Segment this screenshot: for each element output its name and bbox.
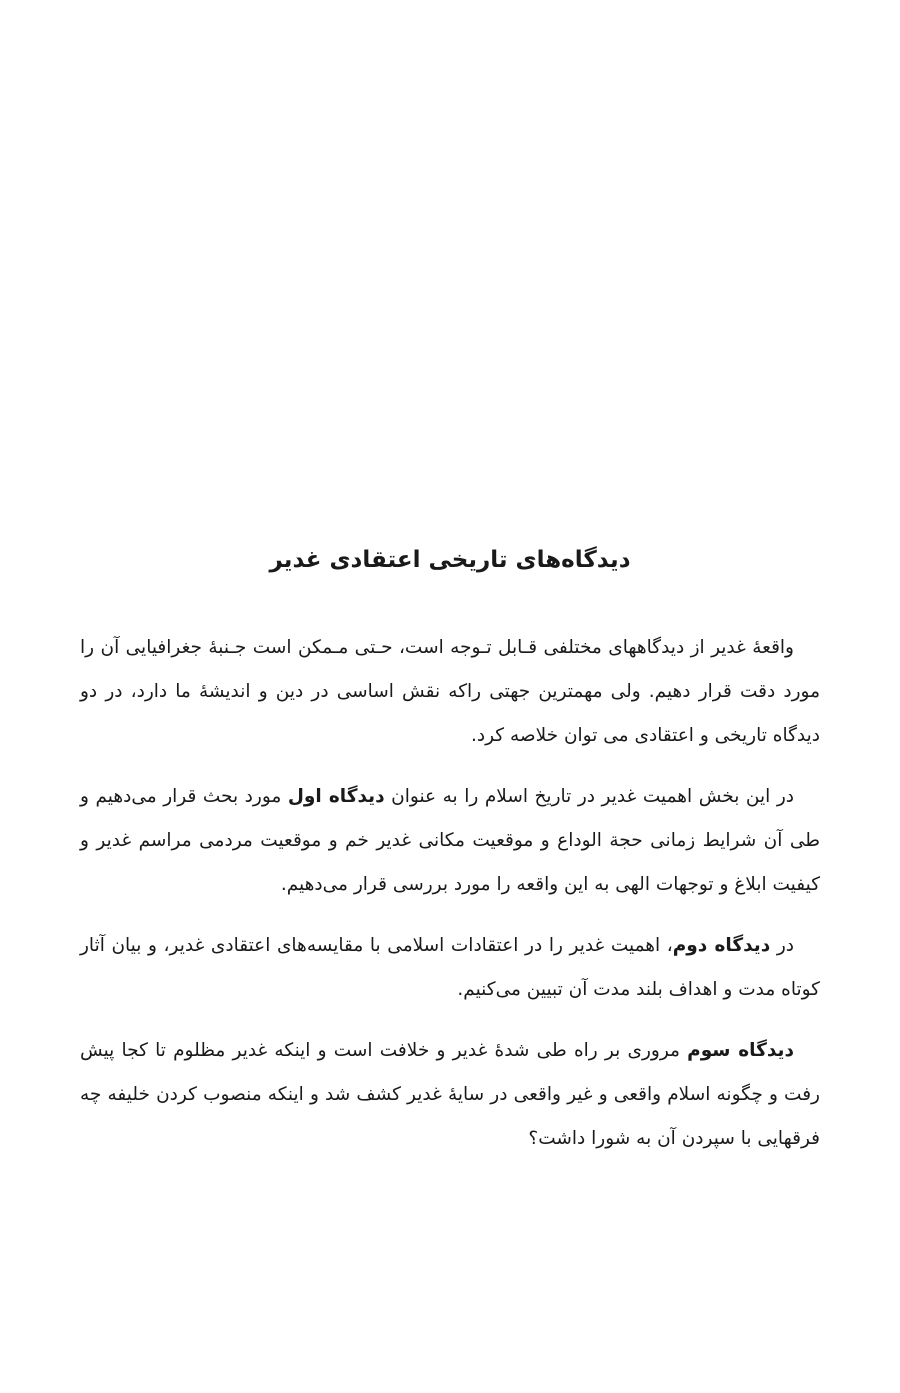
first-viewpoint-term: دیدگاه اول <box>287 786 385 807</box>
paragraph-second-viewpoint-after: ، اهمیت غدیر را در اعتقادات اسلامی با مقایسه‌های اعتقادی غدیر، و بیان آثار کوتاه مدت و اهداف بلند مدت آن تبیین می‌کنیم. <box>80 935 820 1000</box>
paragraph-intro <box>80 626 820 758</box>
third-viewpoint-term: دیدگاه سوم <box>687 1040 794 1061</box>
document-page <box>80 538 820 1178</box>
second-viewpoint-term: دیدگاه دوم <box>672 935 771 956</box>
paragraph-third-viewpoint-after: مروری بر راه طی شدهٔ غدیر و خلافت است و اینکه غدیر مظلوم تا کجا پیش رفت و چگونه اسلام واقعی و غیر واقعی در سایهٔ غدیر کشف شد و اینکه منصوب کردن خلیفه چه فرقهایی با سپردن آن به شورا داشت؟ <box>80 1040 820 1149</box>
paragraph-first-viewpoint-after: مورد بحث قرار می‌دهیم و طی آن شرایط زمانی حجة الوداع و موقعیت مکانی غدیر خم و موقعیت مردمی مراسم غدیر و کیفیت ابلاغ و توجهات الهی به این واقعه را مورد بررسی قرار می‌دهیم. <box>80 786 820 895</box>
paragraph-second-viewpoint <box>80 924 820 1012</box>
paragraph-second-viewpoint-before: در <box>770 935 794 956</box>
paragraph-third-viewpoint <box>80 1029 820 1161</box>
paragraph-first-viewpoint <box>80 775 820 907</box>
page-title: دیدگاه‌های تاریخی اعتقادی غدیر <box>269 547 631 573</box>
paragraph-intro-text: واقعهٔ غدیر از دیدگاههای مختلفی قـابل تـوجه است، حـتی مـمکن است جـنبهٔ جغرافیایی آن را مورد دقت قرار دهیم. ولی مهمترین جهتی راکه نقش اساسی در دین و اندیشهٔ ما دارد، در دو دیدگاه تاریخی و اعتقادی می توان خلاصه کرد. <box>80 637 820 746</box>
paragraph-first-viewpoint-before: در این بخش اهمیت غدیر در تاریخ اسلام را به عنوان <box>384 786 795 807</box>
